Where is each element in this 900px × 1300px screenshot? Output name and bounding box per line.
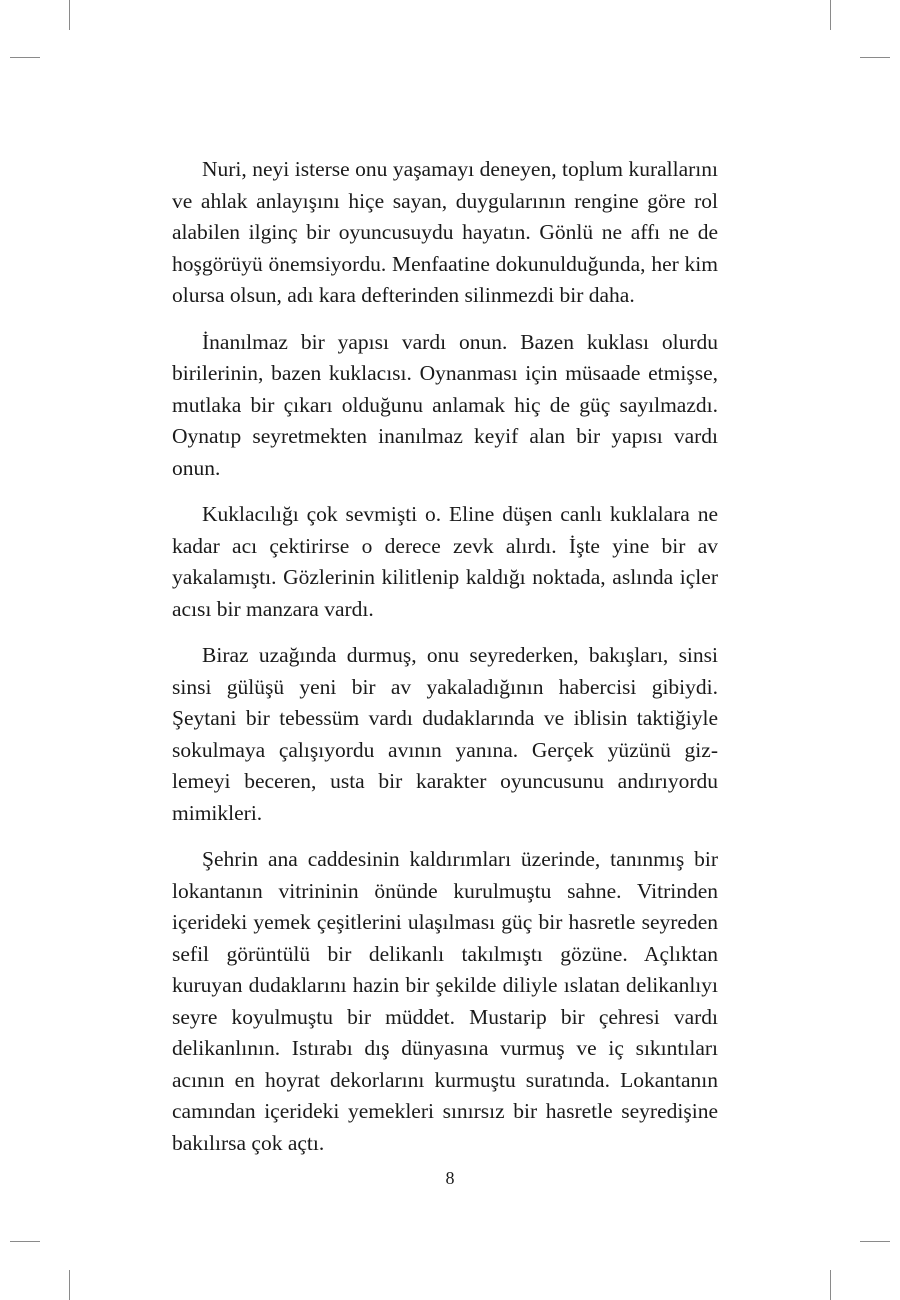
- paragraph: Kuklacılığı çok sevmişti o. Eline düşen canlı kuklalara ne kadar acı çektirirse o derece zevk alırdı. İşte yine bir av yakalamıştı. Gözlerinin kilitlenip kaldığı noktada, aslında içler acısı bir manzara vardı.: [172, 502, 718, 621]
- paragraph: Biraz uzağında durmuş, onu seyrederken, bakışları, sinsi sinsi gülüşü yeni bir av yakaladığının habercisi gibiydi. Şeytani bir tebessüm vardı dudaklarında ve iblisin taktiğiyle sokulmaya çalışıyordu avının yanına. Gerçek yüzünü gizlemeyi beceren, usta bir karakter oyuncusunu andırıyordu mimikleri.: [172, 643, 718, 825]
- crop-mark-top-right: [830, 0, 831, 30]
- crop-mark-left-bottom: [10, 1241, 40, 1242]
- crop-mark-bottom-left: [69, 1270, 70, 1300]
- page-number: 8: [445, 1168, 455, 1188]
- paragraph: İnanılmaz bir yapısı vardı onun. Bazen kuklası olurdu birilerinin, bazen kuklacısı. Oynanması için müsaade etmişse, mutlaka bir çıkarı olduğunu anlamak hiç de güç sayılmazdı. Oynatıp seyretmekten inanılmaz keyif alan bir yapısı vardı onun.: [172, 329, 718, 480]
- crop-mark-bottom-right: [830, 1270, 831, 1300]
- body-text: [172, 154, 718, 1174]
- paragraph: Şehrin ana caddesinin kaldırımları üzerinde, tanınmış bir lokantanın vitrininin önünde kurulmuştu sahne. Vitrinden içerideki yemek çeşitlerini ulaşılması güç bir hasretle seyreden sefil görüntülü bir delikanlı takılmıştı gözüne. Açlıktan kuruyan dudaklarını hazin bir şekilde diliyle ıslatan delikanlıyı seyre koyulmuştu bir müddet. Mustarip bir çehresi vardı delikanlının. Istırabı dış dünyasına vurmuş ve iç sıkıntıları acının en hoyrat dekorlarını kurmuştu suratında. Lokantanın camından içerideki yemekleri sınırsız bir hasretle seyredişine bakılırsa çok açtı.: [172, 847, 718, 1155]
- paragraph: Nuri, neyi isterse onu yaşamayı deneyen, toplum kurallarını ve ahlak anlayışını hiçe sayan, duygularının rengine göre rol alabilen ilginç bir oyuncusuydu hayatın. Gönlü ne affı ne de hoşgörüyü önemsiyordu. Menfaatine dokunulduğunda, her kim olursa olsun, adı kara defterinden silinmezdi bir daha.: [172, 157, 718, 307]
- crop-mark-left-top: [10, 57, 40, 58]
- crop-mark-right-top: [860, 57, 890, 58]
- crop-mark-right-bottom: [860, 1241, 890, 1242]
- crop-mark-top-left: [69, 0, 70, 30]
